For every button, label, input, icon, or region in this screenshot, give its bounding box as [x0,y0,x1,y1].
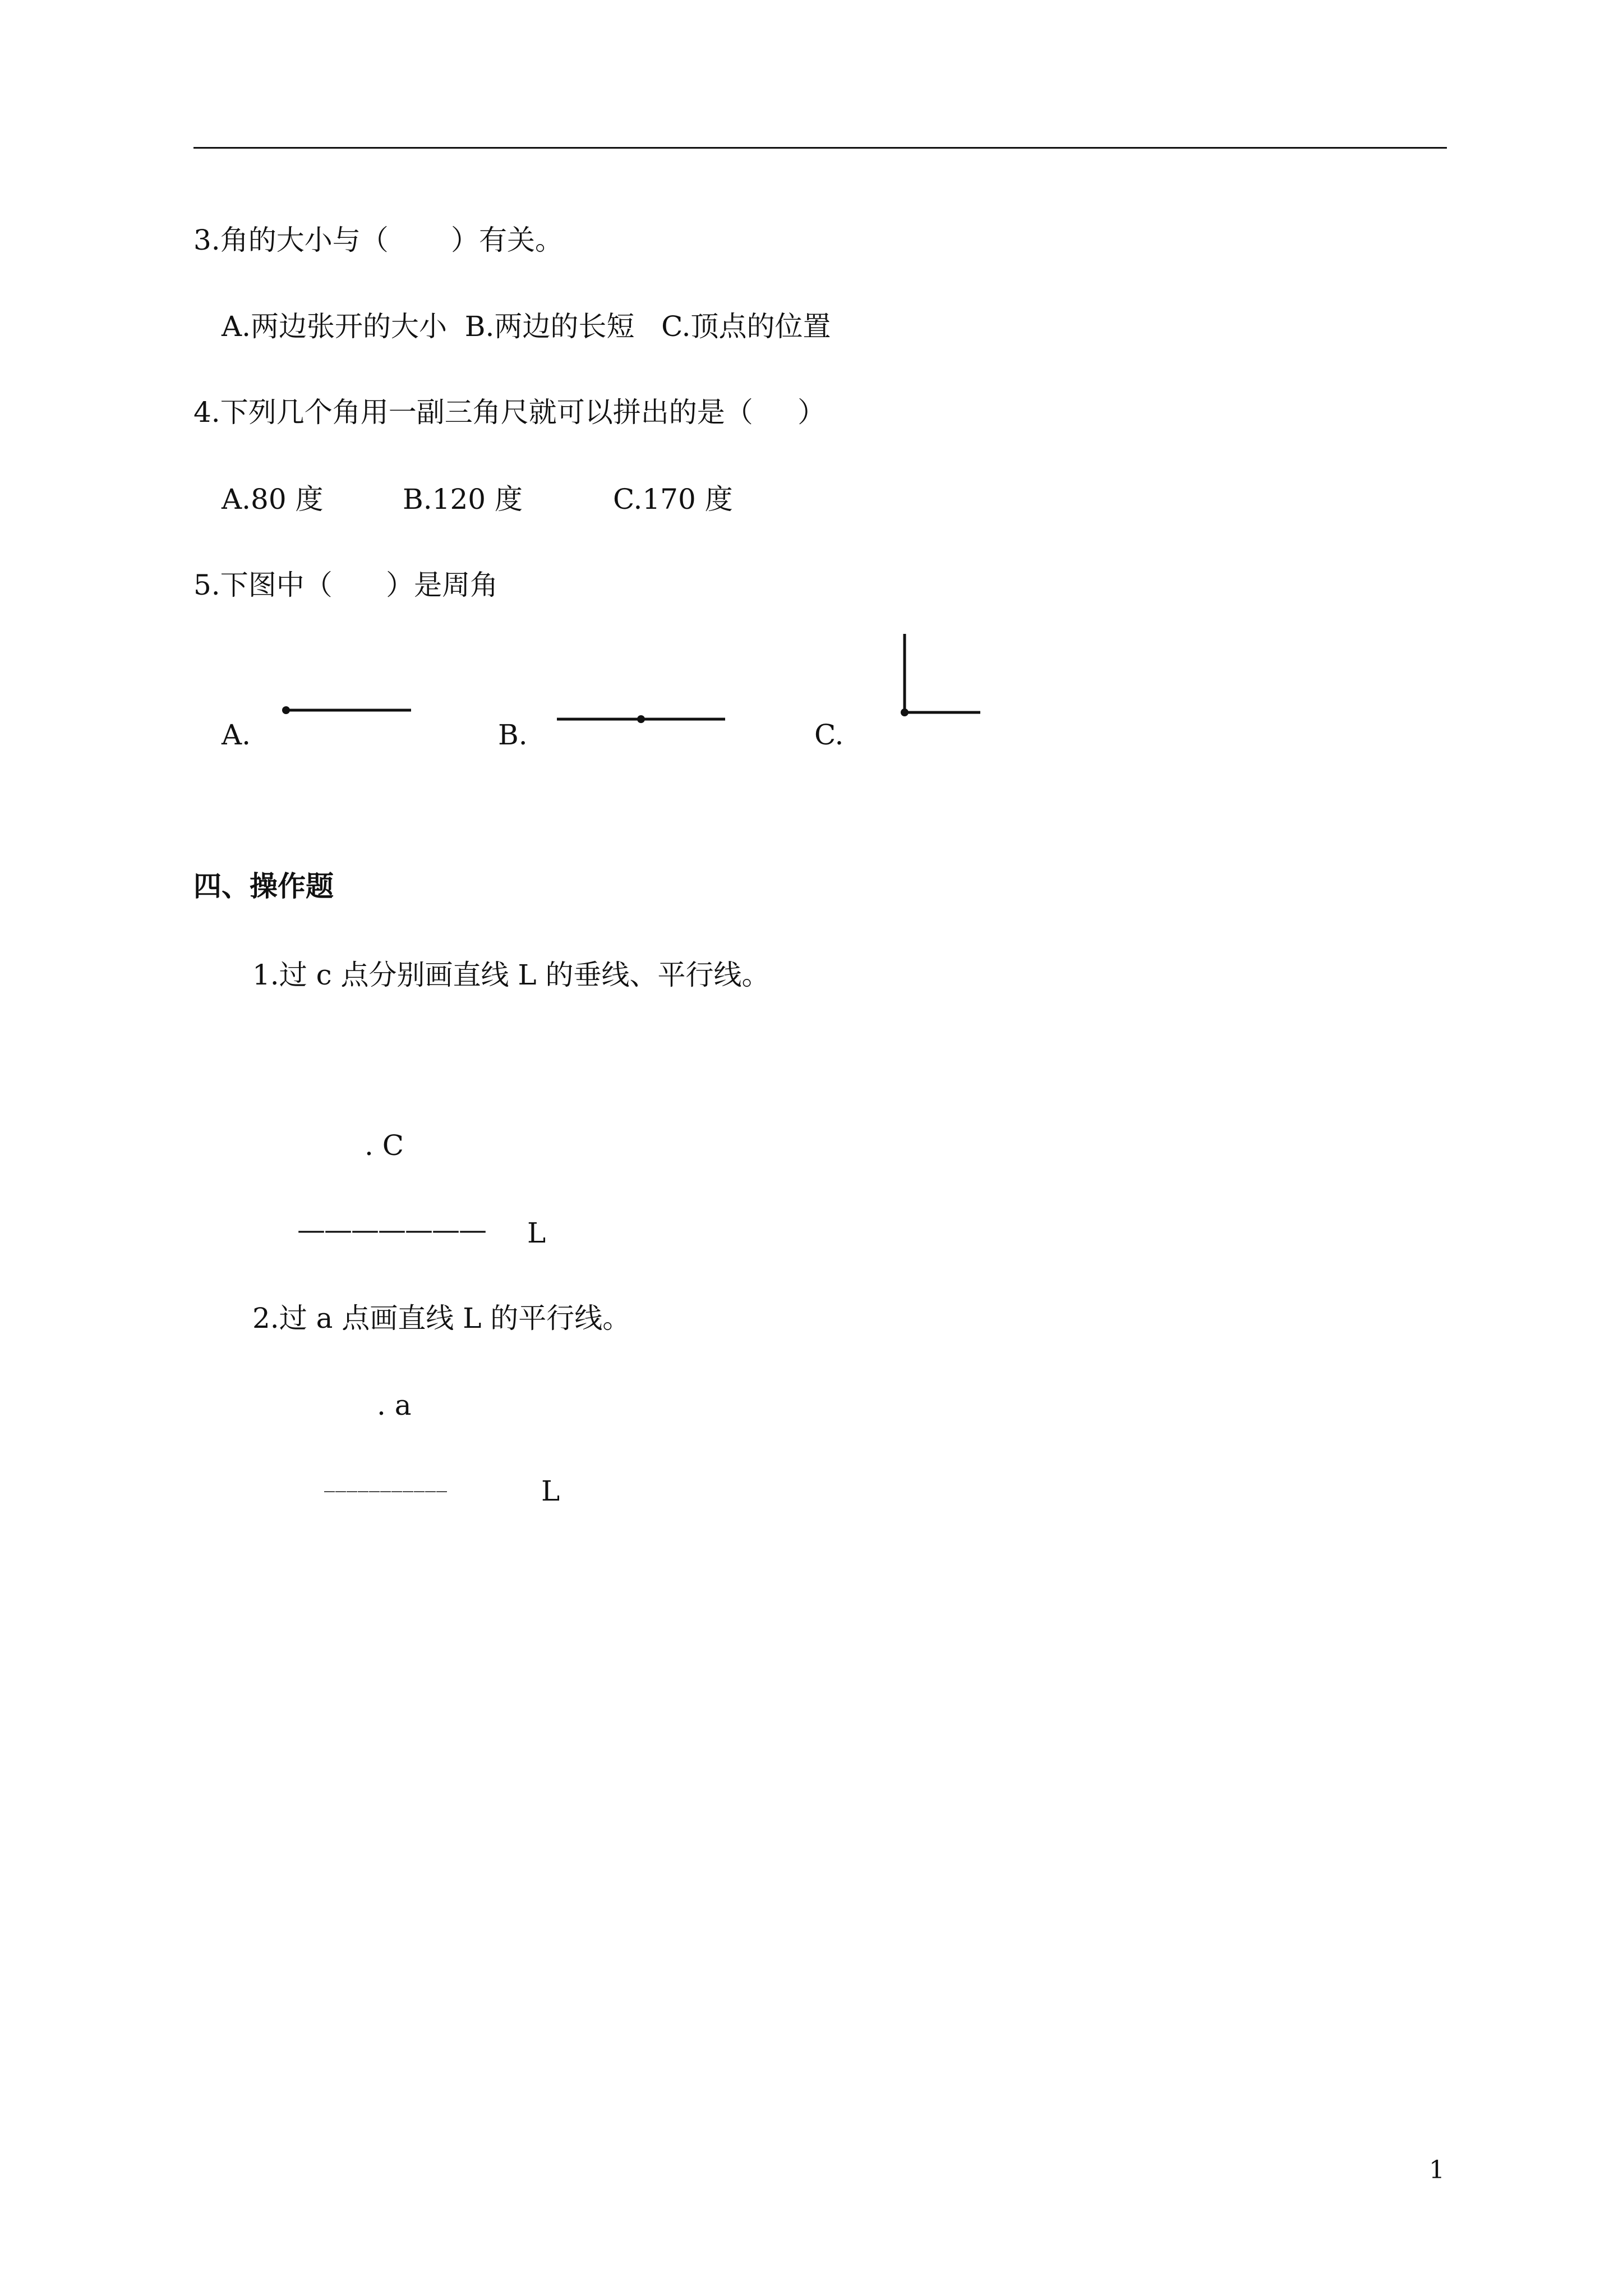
task1-text: 1.过 c 点分别画直线 L 的垂线、平行线。 [252,959,770,991]
angle-a-figure [282,706,411,714]
q3-options: A.两边张开的大小 B.两边的长短 C.顶点的位置 [222,310,831,343]
q4-stem: 4.下列几个角用一副三角尺就可以拼出的是（ ） [193,396,826,429]
q4-option-a: A.80 度 [222,483,324,516]
angle-c-figure [901,634,980,716]
page-number: 1 [1429,2156,1445,2184]
angle-b-figure [557,715,725,723]
q5-option-a: A. [222,719,251,751]
q4-option-b: B.120 度 [403,483,523,516]
task2-line: ___________ [324,1467,448,1492]
task1-point-c: . C [365,1129,404,1162]
task1-line-label: L [527,1217,546,1249]
section4-heading: 四、操作题 [193,870,334,903]
q3-stem: 3.角的大小与（ ）有关。 [193,224,563,256]
q5-option-c: C. [814,719,844,751]
q4-option-c: C.170 度 [613,483,733,516]
q5-stem: 5.下图中（ ）是周角 [193,569,499,601]
task2-text: 2.过 a 点画直线 L 的平行线。 [252,1302,631,1335]
task1-line: ——————— [297,1213,486,1246]
q5-option-b: B. [498,719,528,751]
task2-point-a: . a [377,1389,412,1421]
task2-line-label: L [541,1475,560,1507]
